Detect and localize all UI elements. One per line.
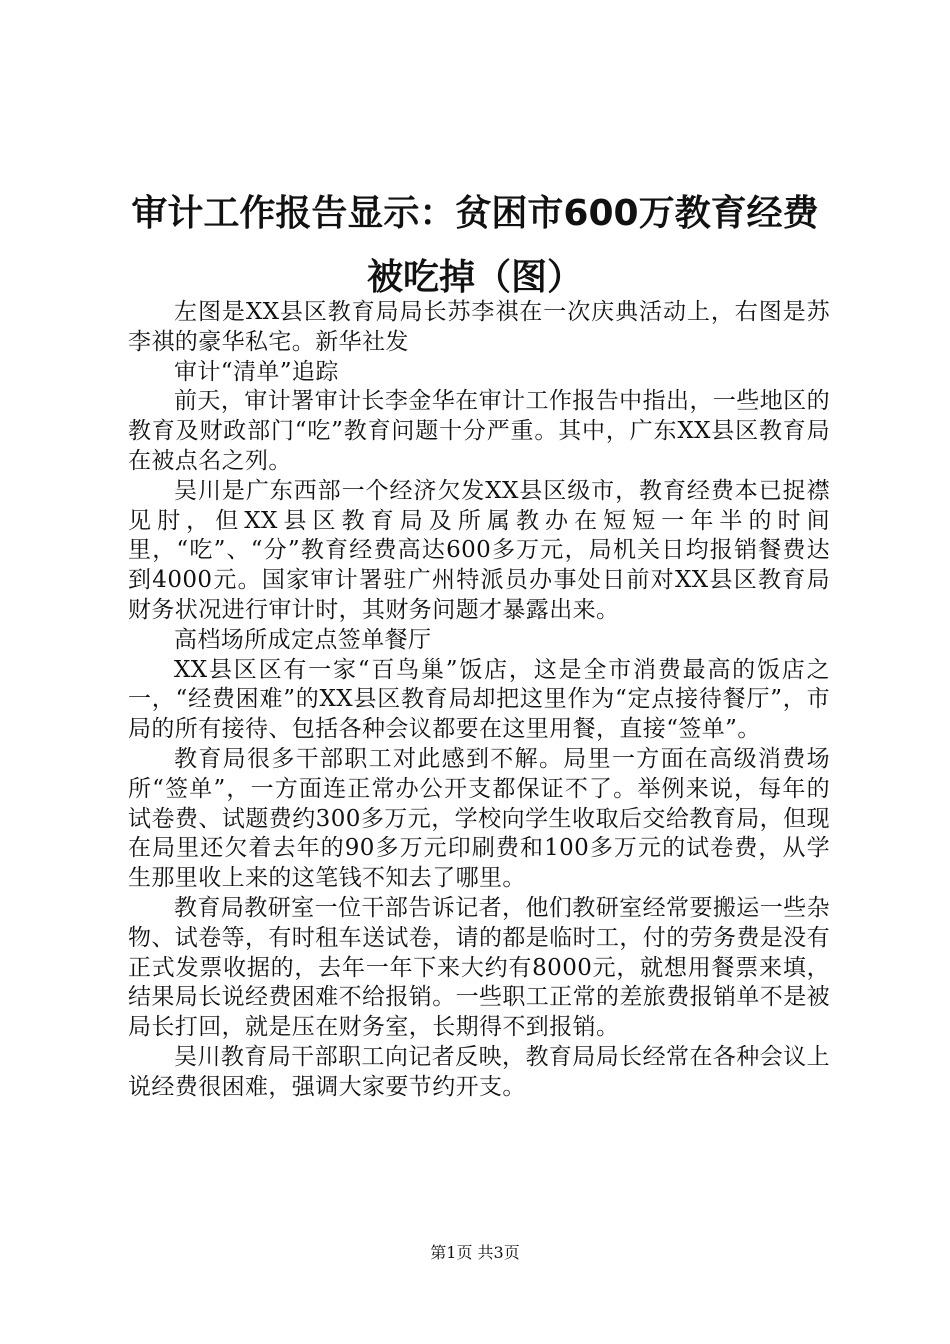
paragraph: 吴川教育局干部职工向记者反映，教育局局长经常在各种会议上说经费很困难，强调大家要节约开支。 (128, 1043, 830, 1100)
section-heading: 审计“清单”追踪 (174, 358, 339, 385)
page-number-footer: 第1页 共3页 (430, 1243, 520, 1262)
paragraph: 教育局教研室一位干部告诉记者，他们教研室经常要搬运一些杂物、试卷等，有时租车送试卷，请的都是临时工，付的劳务费是没有正式发票收据的，去年一年下来大约有8000元，就想用餐票来填，结果局长说经费困难不给报销。一些职工正常的差旅费报销单不是被局长打回，就是压在财务室，长期得不到报销。 (128, 894, 830, 1041)
paragraph: 前天，审计署审计长李金华在审计工作报告中指出，一些地区的教育及财政部门“吃”教育问题十分严重。其中，广东XX县区教育局在被点名之列。 (128, 388, 830, 474)
document-body (128, 298, 830, 1103)
paragraph: XX县区区有一家“百鸟巢”饭店，这是全市消费最高的饭店之一，“经费困难”的XX县区教育局却把这里作为“定点接待餐厅”，市局的所有接待、包括各种会议都要在这里用餐，直接“签单”。 (128, 656, 830, 743)
document-title: 审计工作报告显示：贫困市600万教育经费被吃掉（图） (131, 193, 819, 298)
paragraph: 左图是XX县区教育局局长苏李祺在一次庆典活动上，右图是苏李祺的豪华私宅。新华社发 (128, 299, 830, 355)
paragraph: 教育局很多干部职工对此感到不解。局里一方面在高级消费场所“签单”，一方面连正常办公开支都保证不了。举例来说，每年的试卷费、试题费约300多万元，学校向学生收取后交给教育局，但现在局里还欠着去年的90多万元印刷费和100多万元的试卷费，从学生那里收上来的这笔钱不知去了哪里。 (128, 745, 830, 892)
section-heading: 高档场所成定点签单餐厅 (174, 626, 432, 653)
paragraph: 吴川是广东西部一个经济欠发XX县区级市，教育经费本已捉襟见肘，但XX县区教育局及所属教办在短短一年半的时间里，“吃”、“分”教育经费高达600多万元，局机关日均报销餐费达到4000元。国家审计署驻广州特派员办事处日前对XX县区教育局财务状况进行审计时，其财务问题才暴露出来。 (128, 477, 830, 623)
